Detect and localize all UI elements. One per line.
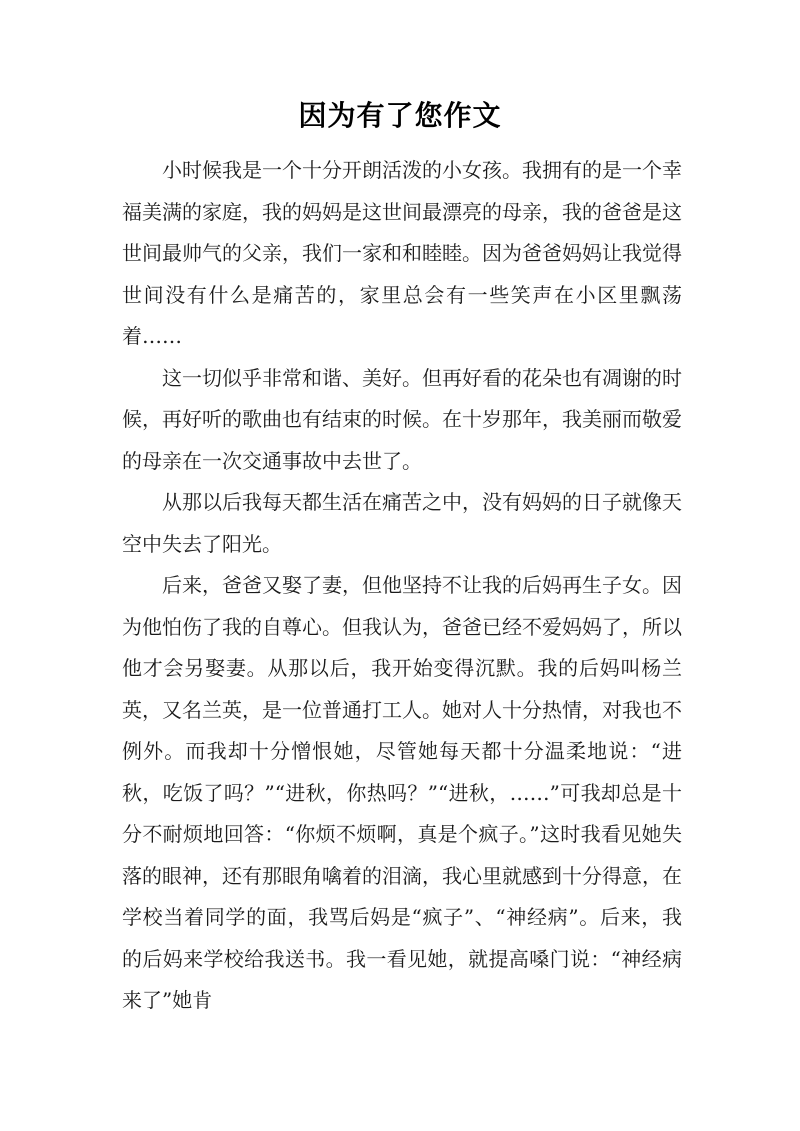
document-body (122, 150, 682, 1022)
paragraph-2: 这一切似乎非常和谐、美好。但再好看的花朵也有凋谢的时候，再好听的歌曲也有结束的时候。在十岁那年，我美丽而敬爱的母亲在一次交通事故中去世了。 (122, 365, 682, 473)
paragraph-3: 从那以后我每天都生活在痛苦之中，没有妈妈的日子就像天空中失去了阳光。 (122, 490, 682, 556)
paragraph-1: 小时候我是一个十分开朗活泼的小女孩。我拥有的是一个幸福美满的家庭，我的妈妈是这世间最漂亮的母亲，我的爸爸是这世间最帅气的父亲，我们一家和和睦睦。因为爸爸妈妈让我觉得世间没有什么是痛苦的，家里总会有一些笑声在小区里飘荡着…… (122, 158, 682, 348)
paragraph-4: 后来，爸爸又娶了妻，但他坚持不让我的后妈再生子女。因为他怕伤了我的自尊心。但我认为，爸爸已经不爱妈妈了，所以他才会另娶妻。从那以后，我开始变得沉默。我的后妈叫杨兰英，又名兰英，是一位普通打工人。她对人十分热情，对我也不例外。而我却十分憎恨她，尽管她每天都十分温柔地说：“进秋，吃饭了吗？”“进秋，你热吗？”“进秋，……”可我却总是十分不耐烦地回答：“你烦不烦啊，真是个疯子。”这时我看见她失落的眼神，还有那眼角噙着的泪滴，我心里就感到十分得意，在学校当着同学的面，我骂后妈是“疯子”、“神经病”。后来，我的后妈来学校给我送书。我一看见她，就提高嗓门说：“神经病来了”她肯 (122, 573, 682, 1012)
document-title: 因为有了您作文 (298, 99, 502, 132)
